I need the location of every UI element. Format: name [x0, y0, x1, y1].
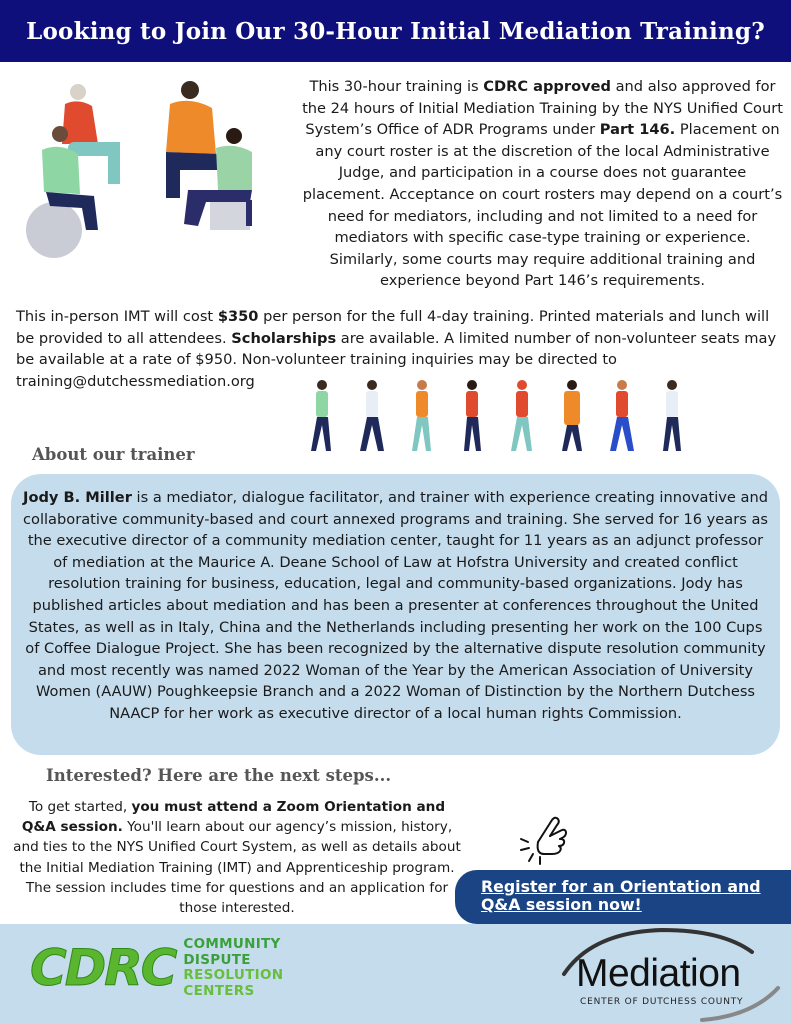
hero-people-illustration: [20, 80, 270, 260]
cdrc-logo-mark: CDRC: [30, 939, 176, 997]
cost-text-1: This in-person IMT will cost: [16, 308, 218, 325]
steps-text-2: You'll learn about our agency’s mission, history, and ties to the NYS Unified Court System, as well as details about the Initial Mediation Training (IMT) and Apprenticeship program. The session includes time for questions and an application for those interested.: [13, 819, 461, 917]
banner-title: Looking to Join Our 30-Hour Initial Mediation Training?: [26, 17, 765, 45]
cdrc-approved-text: CDRC approved: [483, 78, 611, 95]
next-steps-heading: Interested? Here are the next steps...: [46, 766, 392, 785]
cdrc-logo-words: [183, 937, 283, 999]
cdrc-word-2: DISPUTE: [183, 951, 251, 968]
page-banner: [0, 0, 791, 62]
part-146-text: Part 146.: [599, 121, 676, 139]
cdrc-word-4: CENTERS: [183, 982, 255, 999]
intro-text-1: This 30-hour training is: [309, 78, 484, 95]
register-orientation-button[interactable]: [455, 870, 791, 924]
cdrc-word-3: RESOLUTION: [183, 967, 284, 983]
next-steps-paragraph: [12, 797, 462, 918]
cost-text-2: per person for the full 4-day training. Printed materials and lunch will be provided to all attendees.: [16, 308, 770, 347]
cost-price: $350: [217, 308, 259, 325]
walking-people-illustration: [300, 377, 700, 457]
mediation-subtitle: CENTER OF DUTCHESS COUNTY: [580, 997, 744, 1007]
contact-email[interactable]: training@dutchessmediation.org: [16, 372, 255, 390]
trainer-bio-text: is a mediator, dialogue facilitator, and trainer with experience creating innovative and collaborative community-based and court annexed programs and training. She served for 16 years as the executive director of a community mediation center, taught for 11 years as an adjunct professor of mediation at the Maurice A. Deane School of Law at Hofstra University and created conflict resolution training for business, education, legal and community-based organizations. Jody has published articles about mediation and has been a presenter at conferences throughout the United States, as well as in Italy, China and the Netherlands including presenting her work on the 100 Cups of Coffee Dialogue Project. She has been recognized by the alternative dispute resolution community and most recently was named 2022 Woman of the Year by the American Association of University Women (AAUW) Poughkeepsie Branch and a 2022 Woman of Distinction by the Northern Dutchess NAACP for her work as executive director of a local human rights Commission.: [23, 489, 768, 722]
register-line-2: Q&A session now!: [481, 895, 642, 914]
mediation-center-logo: [552, 924, 784, 1024]
intro-text-3: Placement on any court roster is at the discretion of the local Administrative Judge, and participation in a course does not guarantee placement. Acceptance on court rosters may depend on a court’s need for mediators, including and not limited to a need for mediators with specific case-type training or experience. Similarly, some courts may require additional training and experience beyond Part 146’s requirements.: [302, 121, 783, 290]
cost-text-3: are available. A limited number of non-volunteer seats may be available at a rate of $950. Non-volunteer training inquiries may be directed to: [16, 329, 777, 369]
cdrc-word-1: COMMUNITY: [183, 936, 281, 952]
intro-text-2: and also approved for the 24 hours of Initial Mediation Training by the NYS Unified Court System’s Office of ADR Programs under: [302, 78, 783, 139]
steps-text-1: To get started,: [28, 799, 132, 815]
register-link[interactable]: [481, 878, 779, 914]
pointing-hand-icon: [516, 812, 572, 866]
scholarships-text: Scholarships: [231, 329, 337, 347]
register-line-1: Register for an Orientation and: [481, 877, 761, 896]
intro-paragraph: [300, 76, 785, 292]
steps-required-text: you must attend a Zoom Orientation and Q&A session.: [21, 799, 446, 836]
cdrc-logo: [30, 936, 283, 1000]
mediation-word: Mediation: [576, 952, 741, 995]
trainer-name: Jody B. Miller: [23, 489, 132, 506]
trainer-bio: [22, 487, 769, 725]
trainer-heading: About our trainer: [32, 445, 195, 464]
